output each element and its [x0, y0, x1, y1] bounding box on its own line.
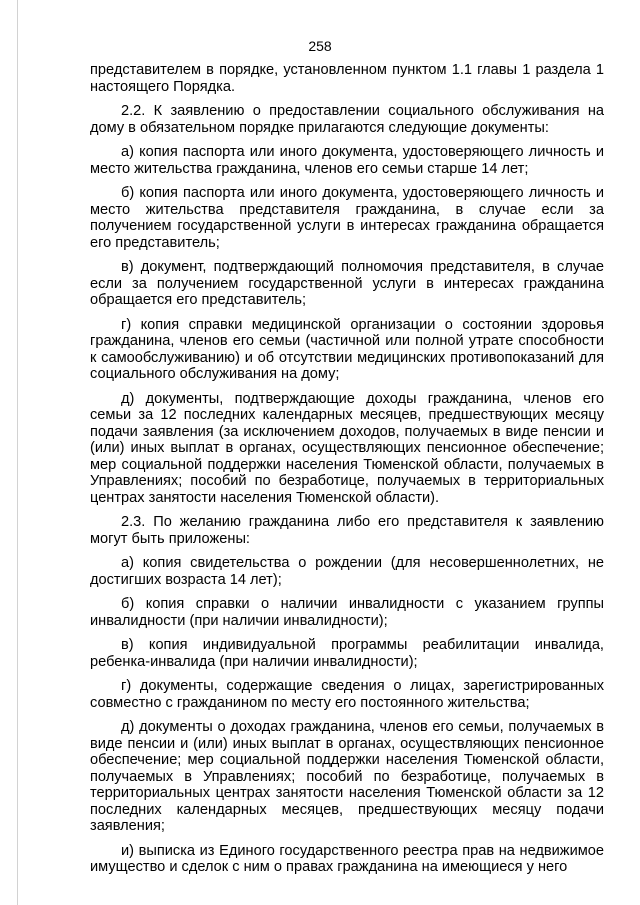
page-number: 258 — [308, 38, 332, 54]
paragraph-2-3-d: д) документы о доходах гражданина, членов его семьи, получаемых в виде пенсии и (или) иных выплат в органах, осуществляющих пенсионное обеспечение; мер социальной поддержки населения Тюменской области, получаемых в Управлениях; пособий по безработице, получаемых в территориальных центрах занятости населения Тюменской области за 12 последних календарных месяцев, предшествующих месяцу подачи заявления; — [90, 719, 604, 834]
paragraph-2-3-g: г) документы, содержащие сведения о лицах, зарегистрированных совместно с гражданином по месту его постоянного жительства; — [90, 678, 604, 711]
paragraph-continuation: представителем в порядке, установленном пунктом 1.1 главы 1 раздела 1 настоящего Порядка. — [90, 62, 604, 95]
scan-edge-line — [17, 0, 18, 905]
paragraph-2-2-d: д) документы, подтверждающие доходы гражданина, членов его семьи за 12 последних календарных месяцев, предшествующих месяцу подачи заявления (за исключением доходов, получаемых в виде пенсии и (или) иных выплат в органах, осуществляющих пенсионное обеспечение; мер социальной поддержки населения Тюменской области, получаемых в Управлениях; пособий по безработице, получаемых в территориальных центрах занятости населения Тюменской области). — [90, 390, 604, 506]
paragraph-2-3-v: в) копия индивидуальной программы реабилитации инвалида, ребенка-инвалида (при наличии инвалидности); — [90, 637, 604, 670]
paragraph-2-3-a: а) копия свидетельства о рождении (для несовершеннолетних, не достигших возраста 14 лет); — [90, 555, 604, 588]
paragraph-2-2: 2.2. К заявлению о предоставлении социального обслуживания на дому в обязательном порядке прилагаются следующие документы: — [90, 103, 604, 136]
paragraph-2-2-g: г) копия справки медицинской организации о состоянии здоровья гражданина, членов его семьи (частичной или полной утрате способности к самообслуживанию) и об отсутствии медицинских противопоказаний для социального обслуживания на дому; — [90, 316, 604, 382]
paragraph-2-3: 2.3. По желанию гражданина либо его представителя к заявлению могут быть приложены: — [90, 514, 604, 547]
paragraph-2-3-b: б) копия справки о наличии инвалидности с указанием группы инвалидности (при наличии инвалидности); — [90, 596, 604, 629]
paragraph-2-2-a: а) копия паспорта или иного документа, удостоверяющего личность и место жительства гражданина, членов его семьи старше 14 лет; — [90, 144, 604, 177]
paragraph-2-2-b: б) копия паспорта или иного документа, удостоверяющего личность и место жительства представителя гражданина, в случае если за получением государственной услуги в интересах гражданина обращается его представитель; — [90, 185, 604, 251]
paragraph-2-3-i: и) выписка из Единого государственного реестра прав на недвижимое имущество и сделок с ним о правах гражданина на имеющиеся у него — [90, 842, 604, 875]
paragraph-2-2-v: в) документ, подтверждающий полномочия представителя, в случае если за получением государственной услуги в интересах гражданина обращается его представитель; — [90, 259, 604, 308]
document-body — [90, 62, 604, 884]
